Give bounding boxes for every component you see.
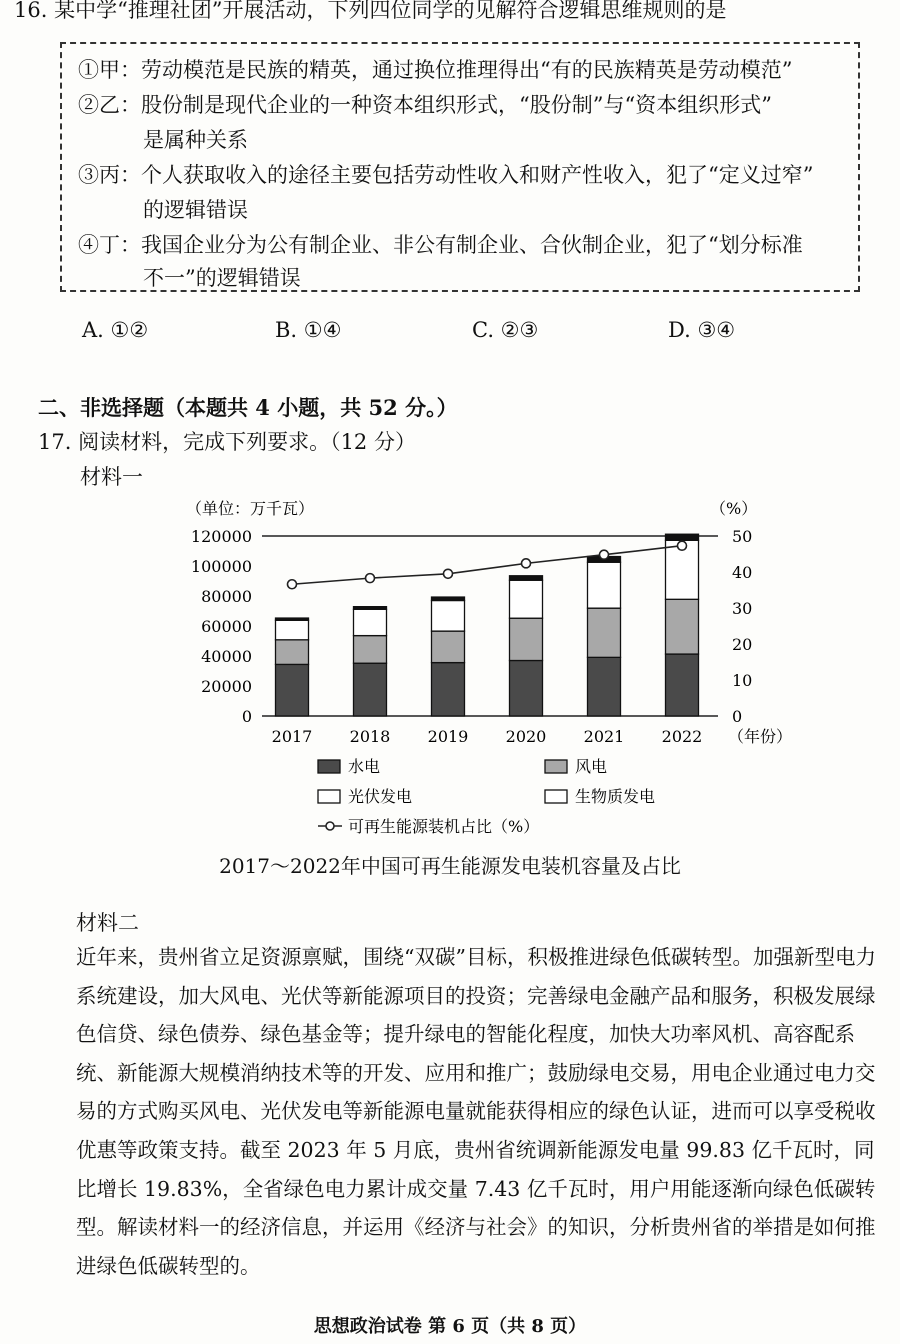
- page-footer: 思想政治试卷 第 6 页（共 8 页）: [313, 1316, 587, 1337]
- share-point-2019: [444, 569, 453, 578]
- y-tick-label: 80000: [201, 587, 252, 606]
- q16-choice-d[interactable]: D. ③④: [668, 318, 736, 342]
- material1-label: 材料一: [80, 465, 143, 489]
- bar-2018-series-3: [354, 607, 387, 610]
- renewable-capacity-chart: [0, 490, 900, 890]
- bar-2020-series-2: [510, 580, 543, 618]
- q16-item-2: ②乙：股份制是现代企业的一种资本组织形式，“股份制”与“资本组织形式”: [78, 93, 772, 117]
- y-tick-label: 100000: [190, 557, 252, 576]
- legend-label-3: 生物质发电: [575, 787, 656, 806]
- bar-2018-series-1: [354, 636, 387, 664]
- bar-2021-series-1: [588, 608, 621, 657]
- bar-2019-series-1: [432, 631, 465, 663]
- q16-item-4-cont: 不一”的逻辑错误: [143, 266, 301, 290]
- bar-2017-series-1: [276, 640, 309, 665]
- y2-tick-label: 20: [732, 635, 753, 654]
- q17-stem: 17. 阅读材料，完成下列要求。（12 分）: [38, 430, 416, 454]
- bar-2017-series-3: [276, 618, 309, 620]
- q16-choice-c[interactable]: C. ②③: [472, 318, 539, 342]
- y-tick-label: 60000: [201, 617, 252, 636]
- legend-swatch-0: [318, 760, 340, 773]
- material2-paragraph: 近年来，贵州省立足资源禀赋，围绕“双碳”目标，积极推进绿色低碳转型。加强新型电力系统建设，加大风电、光伏等新能源项目的投资；完善绿电金融产品和服务，积极发展绿色信贷、绿色债券、绿色基金等；提升绿电的智能化程度，加快大功率风机、高容配系统、新能源大规模消纳技术等的开发、应用和推广；鼓励绿电交易，用电企业通过电力交易的方式购买风电、光伏发电等新能源电量就能获得相应的绿色认证，进而可以享受税收优惠等政策支持。截至 2023 年 5 月底，贵州省统调新能源发电量 99.83 亿千瓦时，同比增长 19.83%，全省绿色电力累计成交量 7.43 亿千瓦时，用户用能逐渐向绿色低碳转型。: [76, 945, 876, 1240]
- bar-2020-series-1: [510, 618, 543, 660]
- q16-stem: 16. 某中学“推理社团”开展活动，下列四位同学的见解符合逻辑思维规则的是: [14, 0, 727, 22]
- material2-body: [76, 938, 882, 1247]
- bar-2019-series-0: [432, 663, 465, 716]
- y2-tick-label: 10: [732, 671, 753, 690]
- legend-line-label: 可再生能源装机占比（%）: [348, 817, 540, 836]
- q17-task-block: [76, 1208, 882, 1285]
- bar-2017-series-2: [276, 620, 309, 640]
- x-tick-label: 2022: [661, 727, 703, 746]
- x-tick-label: 2021: [583, 727, 625, 746]
- bar-2021-series-0: [588, 657, 621, 716]
- bar-2020-series-0: [510, 661, 543, 717]
- bar-2020-series-3: [510, 576, 543, 581]
- left-unit-label: （单位：万千瓦）: [186, 499, 315, 518]
- bar-2022-series-1: [666, 599, 699, 654]
- q16-choice-b[interactable]: B. ①④: [275, 318, 342, 342]
- x-tick-label: 2017: [271, 727, 313, 746]
- y-tick-label: 20000: [201, 677, 252, 696]
- x-unit-label: （年份）: [728, 727, 793, 746]
- y-tick-label: 0: [241, 707, 252, 726]
- y2-tick-label: 50: [732, 527, 753, 546]
- q16-choice-a[interactable]: A. ①②: [82, 318, 149, 342]
- bar-2017-series-0: [276, 664, 309, 716]
- q16-item-4: ④丁：我国企业分为公有制企业、非公有制企业、合伙制企业，犯了“划分标准: [78, 233, 803, 257]
- y2-tick-label: 30: [732, 599, 753, 618]
- share-point-2021: [600, 550, 609, 559]
- legend-line-marker: [326, 822, 334, 830]
- share-point-2018: [366, 574, 375, 583]
- bar-2022-series-0: [666, 654, 699, 716]
- share-point-2022: [678, 541, 687, 550]
- legend-label-0: 水电: [348, 757, 381, 776]
- bar-2018-series-0: [354, 663, 387, 716]
- bar-2018-series-2: [354, 609, 387, 635]
- material2-label: 材料二: [76, 911, 139, 935]
- bar-2021-series-2: [588, 562, 621, 608]
- x-tick-label: 2020: [505, 727, 547, 746]
- q17-task: 解读材料一的经济信息，并运用《经济与社会》的知识，分析贵州省的举措是如何推进绿色低碳转型的。: [76, 1215, 876, 1278]
- legend-label-2: 光伏发电: [348, 787, 413, 806]
- share-point-2017: [288, 580, 297, 589]
- chart-title: 2017～2022年中国可再生能源发电装机容量及占比: [219, 854, 681, 878]
- x-tick-label: 2018: [349, 727, 391, 746]
- bar-2019-series-3: [432, 597, 465, 600]
- x-tick-label: 2019: [427, 727, 469, 746]
- q16-item-3: ③丙：个人获取收入的途径主要包括劳动性收入和财产性收入，犯了“定义过窄”: [78, 163, 814, 187]
- legend-label-1: 风电: [575, 757, 608, 776]
- section-heading: 二、非选择题（本题共 4 小题，共 52 分。）: [38, 395, 458, 420]
- legend-swatch-2: [318, 790, 340, 803]
- right-unit-label: （%）: [710, 499, 758, 518]
- y-tick-label: 120000: [190, 527, 252, 546]
- bar-2019-series-2: [432, 601, 465, 632]
- q16-item-1: ①甲：劳动模范是民族的精英，通过换位推理得出“有的民族精英是劳动模范”: [78, 58, 793, 82]
- legend-swatch-1: [545, 760, 567, 773]
- y2-tick-label: 0: [732, 707, 743, 726]
- legend-swatch-3: [545, 790, 567, 803]
- share-line: [292, 546, 682, 585]
- q16-item-2-cont: 是属种关系: [143, 128, 248, 152]
- y2-tick-label: 40: [732, 563, 753, 582]
- y-tick-label: 40000: [201, 647, 252, 666]
- q16-item-3-cont: 的逻辑错误: [143, 198, 248, 222]
- bar-2022-series-3: [666, 534, 699, 540]
- share-point-2020: [522, 559, 531, 568]
